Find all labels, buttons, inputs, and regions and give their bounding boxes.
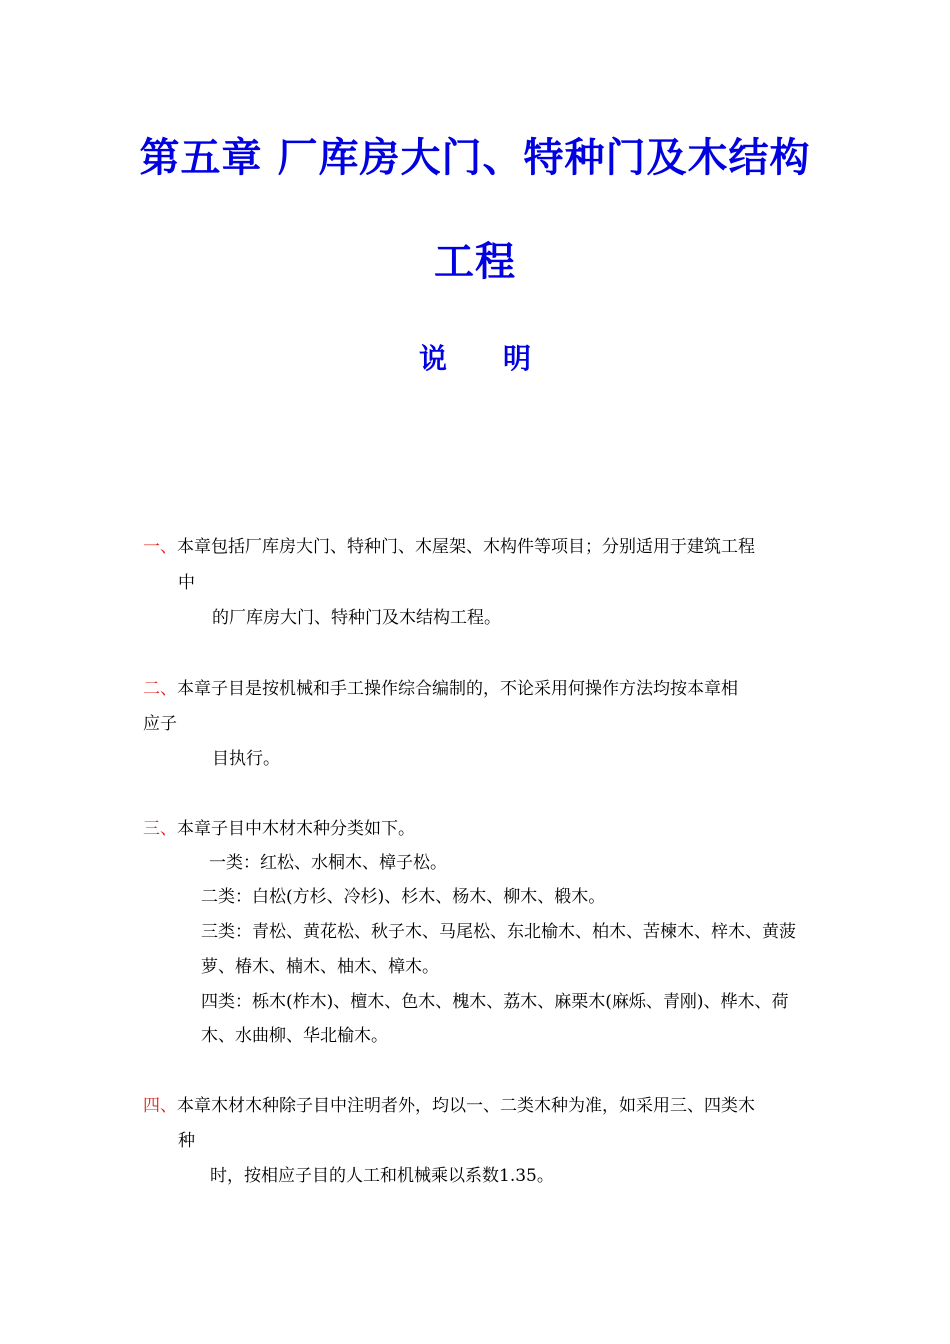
wood-class-4: 四类：栎木(柞木)、檀木、色木、槐木、荔木、麻栗木(麻烁、青刚)、桦木、荷 bbox=[201, 992, 789, 1012]
section-4-line3: 时，按相应子目的人工和机械乘以系数1.35。 bbox=[210, 1166, 554, 1186]
wood-class-2: 二类：白松(方杉、冷杉)、杉木、杨木、柳木、椴木。 bbox=[201, 887, 606, 907]
section-2-line1 bbox=[143, 677, 738, 701]
chapter-title-line2: 工程 bbox=[434, 239, 516, 285]
section-2-number: 二、 bbox=[143, 679, 177, 699]
section-heading bbox=[0, 337, 950, 377]
section-3-number: 三、 bbox=[143, 819, 177, 839]
wood-class-4-cont: 木、水曲柳、华北榆木。 bbox=[201, 1026, 388, 1046]
section-2-text: 本章子目是按机械和手工操作综合编制的，不论采用何操作方法均按本章相 bbox=[177, 679, 738, 699]
section-4-line2: 种 bbox=[178, 1131, 195, 1151]
section-1-text: 本章包括厂库房大门、特种门、木屋架、木构件等项目；分别适用于建筑工程 bbox=[177, 537, 755, 557]
chapter-title-line1: 第五章 厂库房大门、特种门及木结构 bbox=[139, 135, 811, 181]
section-4-text: 本章木材木种除子目中注明者外，均以一、二类木种为准，如采用三、四类木 bbox=[177, 1096, 755, 1116]
section-1-line3: 的厂库房大门、特种门及木结构工程。 bbox=[212, 608, 501, 628]
section-1-number: 一、 bbox=[143, 537, 177, 557]
section-4-number: 四、 bbox=[143, 1096, 177, 1116]
heading-char-left: 说 bbox=[418, 342, 447, 375]
heading-char-right: 明 bbox=[503, 342, 532, 375]
wood-class-3-cont: 萝、椿木、楠木、柚木、樟木。 bbox=[201, 957, 439, 977]
section-1-line1 bbox=[143, 535, 755, 559]
section-2-line2: 应子 bbox=[143, 714, 177, 734]
wood-class-1: 一类：红松、水桐木、樟子松。 bbox=[209, 853, 447, 873]
wood-class-3: 三类：青松、黄花松、秋子木、马尾松、东北榆木、柏木、苦楝木、梓木、黄菠 bbox=[201, 922, 796, 942]
section-3-line1 bbox=[143, 817, 415, 841]
section-3-text: 本章子目中木材木种分类如下。 bbox=[177, 819, 415, 839]
section-1-line2: 中 bbox=[178, 573, 195, 593]
section-4-line1 bbox=[143, 1094, 755, 1118]
section-2-line3: 目执行。 bbox=[212, 749, 280, 769]
